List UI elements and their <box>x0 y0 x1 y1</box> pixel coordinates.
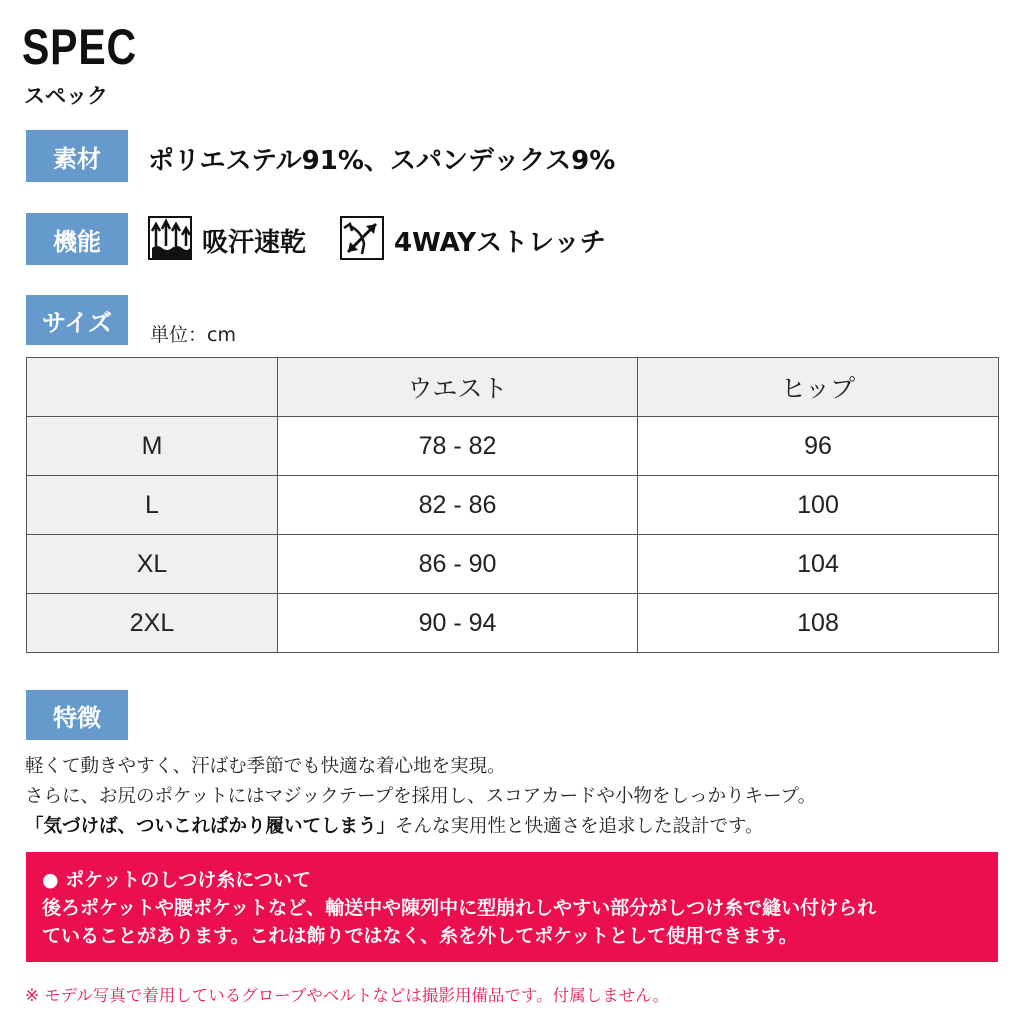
spec-title: SPEC <box>22 19 137 75</box>
features-line <box>25 812 816 842</box>
stretch-label: 4WAYストレッチ <box>394 228 606 258</box>
hip-cell: 96 <box>638 417 999 476</box>
size-cell: M <box>27 417 278 476</box>
size-cell: XL <box>27 535 278 594</box>
table-row <box>27 476 999 535</box>
material-tag: 素材 <box>26 130 128 182</box>
size-cell: 2XL <box>27 594 278 653</box>
features-description <box>25 752 816 842</box>
table-row <box>27 417 999 476</box>
function-tag: 機能 <box>26 213 128 265</box>
waist-cell: 90 - 94 <box>278 594 638 653</box>
spec-subtitle: スペック <box>24 84 108 108</box>
stretch-arrows-icon <box>340 216 384 260</box>
hip-cell: 104 <box>638 535 999 594</box>
table-row <box>27 535 999 594</box>
features-emphasis: 「気づけば、ついこればかり履いてしまう」 <box>25 816 396 837</box>
features-line: さらに、お尻のポケットにはマジックテープを採用し、スコアカードや小物をしっかりキープ。 <box>25 786 817 807</box>
table-header-row <box>27 358 999 417</box>
table-header-cell <box>27 358 278 417</box>
table-row <box>27 594 999 653</box>
size-cell: L <box>27 476 278 535</box>
table-header-cell: ヒップ <box>638 358 999 417</box>
notice-title: ● ポケットのしつけ糸について <box>42 869 311 891</box>
features-line-rest: そんな実用性と快適さを追求した設計です。 <box>395 816 764 837</box>
notice-line: 後ろポケットや腰ポケットなど、輸送中や陳列中に型崩れしやすい部分がしつけ糸で縫い付けられ <box>42 897 877 919</box>
moisture-wicking-icon <box>148 216 192 260</box>
features-line: 軽くて動きやすく、汗ばむ季節でも快適な着心地を実現。 <box>25 756 506 777</box>
waist-cell: 78 - 82 <box>278 417 638 476</box>
material-text: ポリエステル91%、スパンデックス9% <box>148 146 616 176</box>
waist-cell: 82 - 86 <box>278 476 638 535</box>
features-tag: 特徴 <box>26 690 128 740</box>
notice-line: ていることがあります。これは飾りではなく、糸を外してポケットとして使用できます。 <box>42 925 798 947</box>
unit-label: 単位：cm <box>150 324 236 346</box>
pocket-thread-notice <box>26 852 998 962</box>
size-table <box>26 357 999 653</box>
hip-cell: 108 <box>638 594 999 653</box>
waist-cell: 86 - 90 <box>278 535 638 594</box>
table-header-cell: ウエスト <box>278 358 638 417</box>
footnote: ※ モデル写真で着用しているグローブやベルトなどは撮影用備品です。付属しません。 <box>25 986 670 1005</box>
moisture-wicking-label: 吸汗速乾 <box>202 228 307 258</box>
size-tag: サイズ <box>26 295 128 345</box>
hip-cell: 100 <box>638 476 999 535</box>
